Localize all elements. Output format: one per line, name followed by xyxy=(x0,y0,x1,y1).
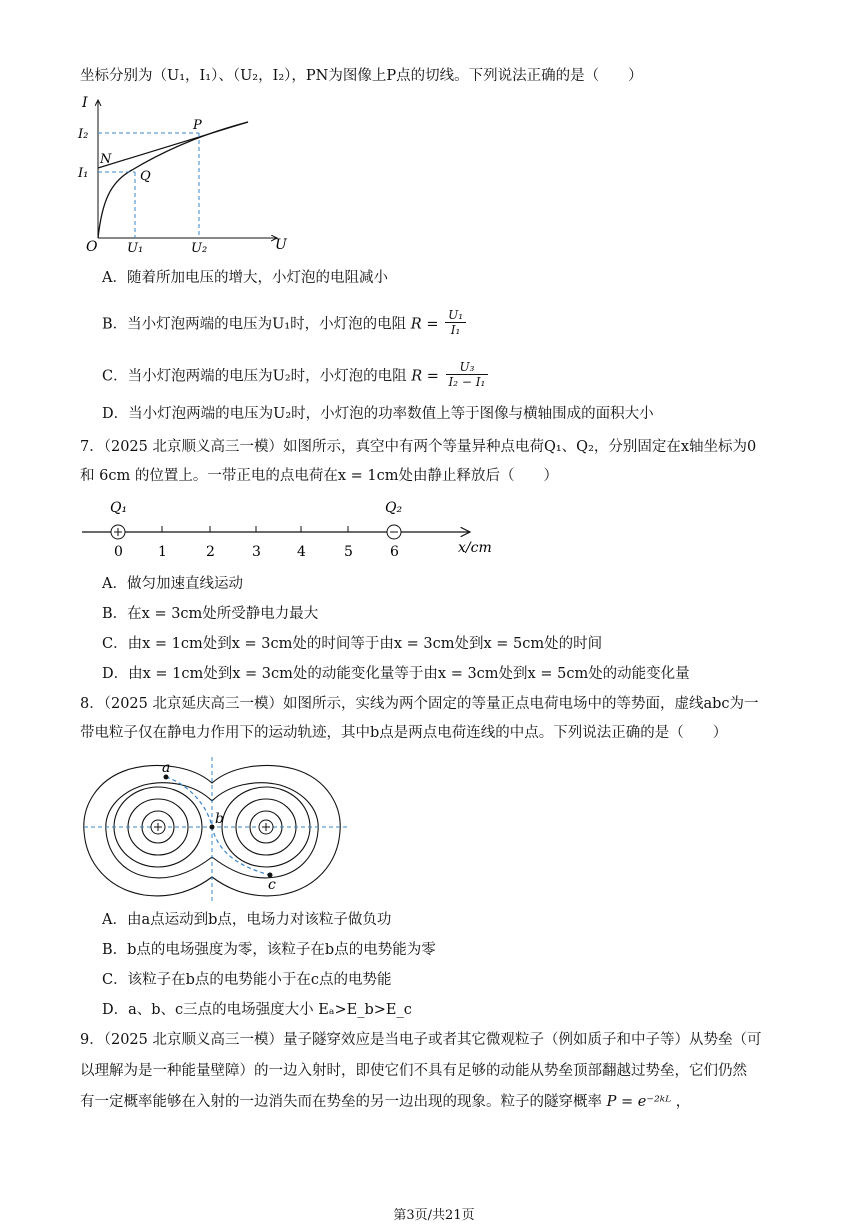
q6-option-c-lhs: R = xyxy=(411,368,439,385)
charge-q2 xyxy=(387,525,401,539)
q8-option-b: B．b点的电场强度为零，该粒子在b点的电势能为零 xyxy=(102,942,436,958)
q9-formula: P = e⁻²ᵏᴸ xyxy=(606,1094,672,1110)
q6-iu-graph xyxy=(72,92,302,262)
q7-option-b: B．在x = 3cm处所受静电力最大 xyxy=(102,606,319,622)
label-i2: I₂ xyxy=(78,127,89,142)
q8-stem-line1: 8．（2025 北京延庆高三一模）如图所示，实线为两个固定的等量正点电荷电场中的等势面，虚线abc为一 xyxy=(80,696,759,712)
label-p: P xyxy=(193,118,202,133)
tick-3: 3 xyxy=(252,544,261,560)
tick-1: 1 xyxy=(158,544,167,560)
q7-stem-line2: 和 6cm 的位置上。一带正电的点电荷在x = 1cm处由静止释放后（ ） xyxy=(80,468,558,484)
page-number: 第3页/共21页 xyxy=(393,1208,475,1223)
label-o: O xyxy=(86,239,98,255)
label-q: Q xyxy=(140,169,151,184)
q9-comma: ， xyxy=(675,1094,691,1110)
label-u2: U₂ xyxy=(191,241,208,256)
q7-stem-line1: 7．（2025 北京顺义高三一模）如图所示，真空中有两个等量异种点电荷Q₁、Q₂，分别固定在x轴坐标为0 xyxy=(80,439,757,455)
q9-stem-line3 xyxy=(80,1092,690,1112)
label-q2: Q₂ xyxy=(385,500,403,516)
q8-option-d: D．a、b、c三点的电场强度大小 Eₐ>E_b>E_c xyxy=(102,1002,412,1018)
point-c: c xyxy=(268,877,276,893)
charge-q1 xyxy=(111,525,125,539)
q6-option-c xyxy=(102,362,490,391)
q8-equipotential-figure xyxy=(80,755,350,905)
tick-5: 5 xyxy=(344,544,353,560)
label-u1: U₁ xyxy=(127,241,144,256)
q6-option-c-text: C．当小灯泡两端的电压为U₂时，小灯泡的电阻 xyxy=(102,368,407,385)
q6-option-b-fraction xyxy=(445,308,466,337)
tick-2: 2 xyxy=(206,544,215,560)
label-i1: I₁ xyxy=(78,166,89,181)
q6-option-b-den: I₁ xyxy=(445,322,466,337)
q6-option-a: A．随着所加电压的增大，小灯泡的电阻减小 xyxy=(102,270,388,286)
charge-right xyxy=(259,820,273,834)
q7-option-d: D．由x = 1cm处到x = 3cm处的动能变化量等于由x = 3cm处到x = 5cm处的动能变化量 xyxy=(102,666,690,682)
charge-left xyxy=(151,820,165,834)
point-a: a xyxy=(162,760,171,776)
q8-option-c: C．该粒子在b点的电势能小于在c点的电势能 xyxy=(102,972,392,988)
q7-axis-figure xyxy=(78,494,508,562)
tick-6: 6 xyxy=(390,544,399,560)
tick-4: 4 xyxy=(297,544,306,560)
q7-option-a: A．做匀加速直线运动 xyxy=(102,576,243,592)
label-n: N xyxy=(100,152,112,167)
label-i: I xyxy=(82,95,88,111)
q6-option-d: D．当小灯泡两端的电压为U₂时，小灯泡的功率数值上等于图像与横轴围成的面积大小 xyxy=(102,406,654,422)
iu-curve xyxy=(98,122,248,238)
label-u: U xyxy=(275,237,287,253)
axis-label: x/cm xyxy=(458,540,492,556)
q9-stem-line2: 以理解为是一种能量壁障）的一边入射时，即使它们不具有足够的动能从势垒顶部翻越过势垒，它们仍然 xyxy=(80,1063,747,1079)
q6-option-c-num: U₃ xyxy=(459,360,475,374)
q9-stem-line1: 9．（2025 北京顺义高三一模）量子隧穿效应是当电子或者其它微观粒子（例如质子和中子等）从势垒（可 xyxy=(80,1032,762,1048)
tick-0: 0 xyxy=(114,544,123,560)
q6-option-c-den: I₂ − I₁ xyxy=(446,374,489,389)
q7-option-c: C．由x = 1cm处到x = 3cm处的时间等于由x = 3cm处到x = 5cm处的时间 xyxy=(102,636,603,652)
tangent-pn xyxy=(98,122,248,168)
q9-stem-line3-text: 有一定概率能够在入射的一边消失而在势垒的另一边出现的现象。粒子的隧穿概率 xyxy=(80,1094,602,1110)
q8-option-a: A．由a点运动到b点，电场力对该粒子做负功 xyxy=(102,912,392,928)
q6-option-b-text: B．当小灯泡两端的电压为U₁时，小灯泡的电阻 xyxy=(102,316,407,333)
q8-stem-line2: 带电粒子仅在静电力作用下的运动轨迹，其中b点是两点电荷连线的中点。下列说法正确的是（ ） xyxy=(80,725,728,741)
label-q1: Q₁ xyxy=(110,500,128,516)
ticks xyxy=(162,526,348,532)
q6-option-b-lhs: R = xyxy=(410,316,439,333)
point-b: b xyxy=(215,811,224,827)
q6-option-c-fraction xyxy=(446,360,489,389)
q6-stem-tail: 坐标分别为（U₁，I₁）、（U₂，I₂），PN为图像上P点的切线。下列说法正确的是（ ） xyxy=(80,68,643,84)
q6-option-b xyxy=(102,310,468,339)
q6-option-b-num: U₁ xyxy=(448,308,464,322)
